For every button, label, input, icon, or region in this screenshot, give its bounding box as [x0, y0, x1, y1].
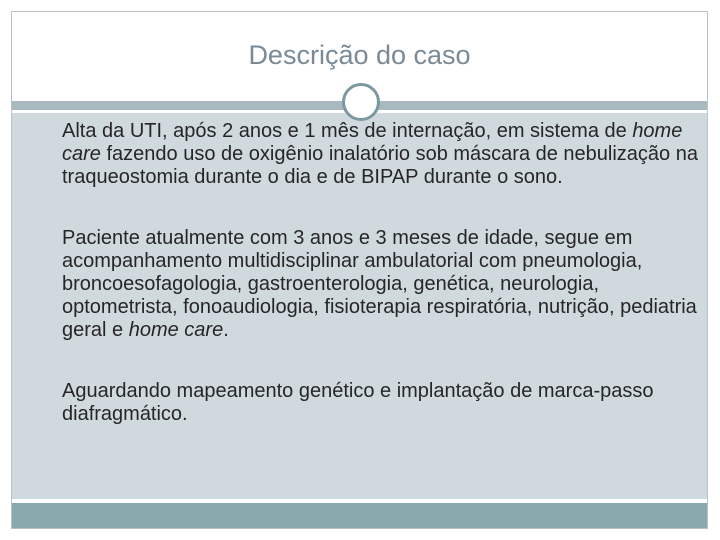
decorative-circle-icon	[342, 83, 380, 121]
slide-footer-band	[12, 503, 707, 528]
bullet-text: Paciente atualmente com 3 anos e 3 meses de idade, segue em acompanhamento multidisciplinar ambulatorial com pneumologia, broncoesofagologia, gastroenterologia, genética, neurologia, optometrista, fonoaudiologia, fisioterapia respiratória, nutrição, pediatria geral e home care.	[62, 227, 697, 341]
slide-title: Descrição do caso	[248, 40, 471, 70]
bullet-item	[44, 120, 704, 189]
bullet-text: Aguardando mapeamento genético e implantação de marca-passo diafragmático.	[62, 380, 654, 425]
slide	[11, 11, 708, 529]
bullet-list	[44, 120, 704, 464]
bullet-item	[44, 380, 704, 426]
bullet-text: Alta da UTI, após 2 anos e 1 mês de internação, em sistema de home care fazendo uso de oxigênio inalatório sob máscara de nebulização na traqueostomia durante o dia e de BIPAP durante o sono.	[62, 120, 698, 188]
bullet-item	[44, 227, 704, 342]
